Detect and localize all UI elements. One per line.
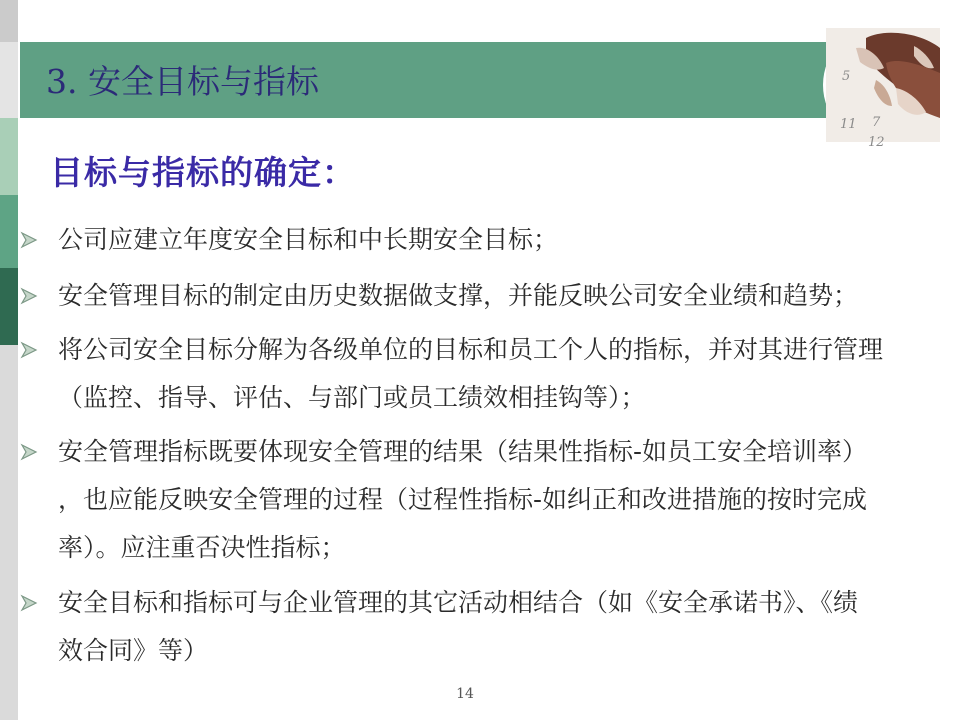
bullet-text — [58, 216, 558, 264]
bullet-text — [58, 579, 858, 675]
bullet-line: 安全管理目标的制定由历史数据做支撑，并能反映公司安全业绩和趋势； — [58, 281, 859, 310]
bullet-line: 安全管理指标既要体现安全管理的结果（结果性指标-如员工安全培训率） — [58, 437, 868, 466]
arrow-bullet-icon — [20, 231, 38, 249]
bullet-text — [58, 326, 883, 422]
arrow-bullet-icon — [20, 287, 38, 305]
bullet-text — [58, 428, 867, 572]
left-strip-segment — [0, 268, 18, 345]
bullet-text — [58, 272, 858, 320]
left-strip-segment — [0, 345, 18, 720]
left-strip-segment — [0, 42, 18, 118]
bullet-line: 效合同》等） — [58, 636, 209, 665]
arrow-bullet-icon — [20, 594, 38, 612]
bullet-line: ，也应能反映安全管理的过程（过程性指标-如纠正和改进措施的按时完成 — [58, 485, 868, 514]
bullet-line: 率）。应注重否决性指标； — [58, 533, 346, 562]
left-strip-segment — [0, 118, 18, 195]
bullet-line: 将公司安全目标分解为各级单位的目标和员工个人的指标，并对其进行管理 — [58, 335, 884, 364]
bullet-line: 公司应建立年度安全目标和中长期安全目标； — [58, 225, 559, 254]
picture-number: 12 — [868, 135, 885, 150]
bullet-line: （监控、指导、评估、与部门或员工绩效相挂钩等）； — [58, 383, 646, 412]
picture-number: 7 — [872, 115, 881, 130]
header-picture — [826, 28, 940, 150]
picture-number: 11 — [840, 117, 857, 132]
page-number: 14 — [456, 686, 474, 702]
bullet-line: 安全目标和指标可与企业管理的其它活动相结合（如《安全承诺书》、《绩 — [58, 588, 859, 617]
section-subtitle: 目标与指标的确定： — [50, 153, 356, 192]
hands-clock-picture — [826, 28, 940, 150]
arrow-bullet-icon — [20, 443, 38, 461]
picture-number: 5 — [842, 69, 851, 84]
left-strip-segment — [0, 0, 18, 42]
arrow-bullet-icon — [20, 341, 38, 359]
left-strip-segment — [0, 195, 18, 268]
slide-title: 3. 安全目标与指标 — [46, 62, 319, 101]
